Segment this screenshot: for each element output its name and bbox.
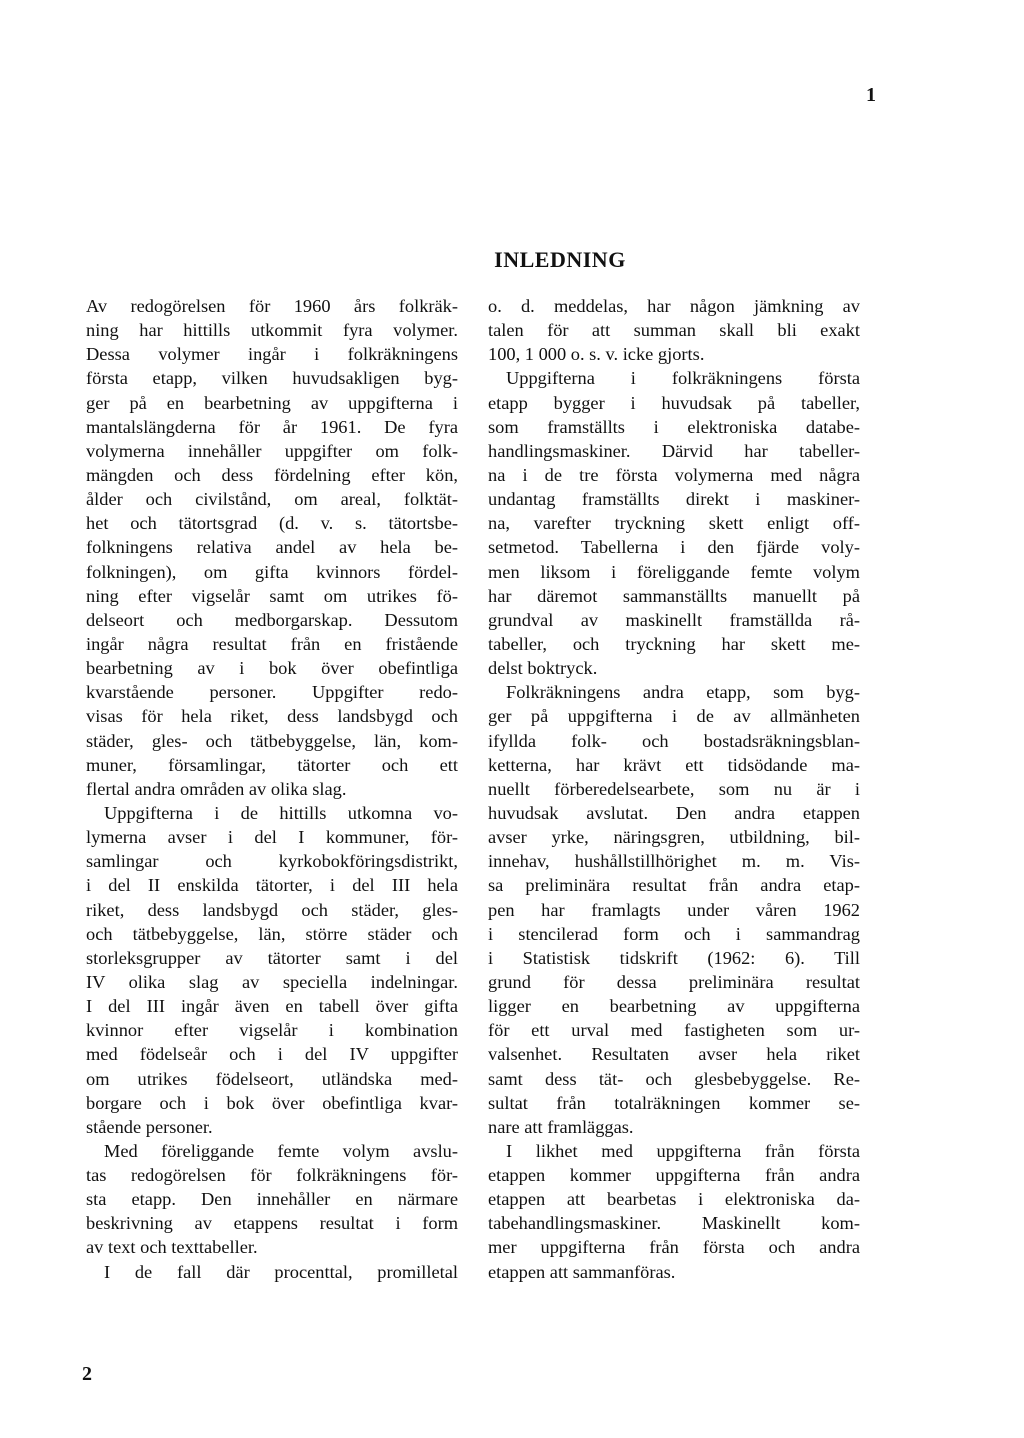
- text-line: etapp bygger i huvudsak på tabeller,: [488, 392, 860, 413]
- text-line: för ett urval med fastigheten som ur-: [488, 1020, 860, 1041]
- footer-page-number: 2: [82, 1363, 92, 1385]
- text-line: bearbetning av i bok över obefintliga: [86, 658, 458, 679]
- text-line: nuellt förberedelsearbete, som nu är i: [488, 778, 860, 799]
- text-line: mantalslängderna för år 1961. De fyra: [86, 416, 458, 437]
- text-line: I del III ingår även en tabell över gifta: [86, 996, 458, 1017]
- text-line: första etapp, vilken huvudsakligen byg-: [86, 368, 458, 389]
- text-line: innehav, hushållstillhörighet m. m. Vis-: [488, 851, 860, 872]
- text-line: handlingsmaskiner. Därvid har tabeller-: [488, 440, 860, 461]
- text-line: i Statistisk tidskrift (1962: 6). Till: [488, 947, 860, 968]
- text-line: etappen att sammanföras.: [488, 1261, 676, 1282]
- text-line: ning har hittills utkommit fyra volymer.: [86, 320, 458, 341]
- text-line: och tätbebyggelse, län, större städer och: [86, 923, 458, 944]
- text-line: grund för dessa preliminära resultat: [488, 971, 860, 992]
- text-line: 100, 1 000 o. s. v. icke gjorts.: [488, 344, 705, 365]
- text-line: städer, gles- och tätbebyggelse, län, kom-: [86, 730, 458, 751]
- text-line: beskrivning av etappens resultat i form: [86, 1213, 458, 1234]
- text-line: sta etapp. Den innehåller en närmare: [86, 1189, 458, 1210]
- text-line: etappen kommer uppgifterna från andra: [488, 1165, 860, 1186]
- text-line: samlingar och kyrkobokföringsdistrikt,: [86, 851, 458, 872]
- text-line: som framställts i elektroniska databe-: [488, 416, 860, 437]
- text-line: i stencilerad form och i sammandrag: [488, 923, 860, 944]
- text-line: ketterna, har krävt ett tidsödande ma-: [488, 754, 860, 775]
- text-line: sa preliminära resultat från andra etap-: [488, 875, 860, 896]
- text-line: Med föreliggande femte volym avslu-: [104, 1140, 458, 1161]
- text-line: folkningen), om gifta kvinnors fördel-: [86, 561, 458, 582]
- text-line: kvarstående personer. Uppgifter redo-: [86, 682, 458, 703]
- text-line: IV olika slag av speciella indelningar.: [86, 971, 458, 992]
- text-line: grundval av maskinellt framställda rå-: [488, 609, 860, 630]
- text-line: ålder och civilstånd, om areal, folktät-: [86, 489, 458, 510]
- text-line: med födelseår och i del IV uppgifter: [86, 1044, 458, 1065]
- text-line: ning efter vigselår samt om utrikes fö-: [86, 585, 458, 606]
- text-line: na i de tre första volymerna med några: [488, 464, 860, 485]
- text-line: av text och texttabeller.: [86, 1237, 258, 1258]
- text-line: etappen att bearbetas i elektroniska da-: [488, 1189, 860, 1210]
- text-line: Av redogörelsen för 1960 års folkräk-: [86, 296, 458, 316]
- text-line: lymerna avser i del I kommuner, för-: [86, 827, 458, 848]
- text-line: i del II enskilda tätorter, i del III hela: [86, 875, 458, 896]
- text-line: tabehandlingsmaskiner. Maskinellt kom-: [488, 1213, 860, 1234]
- text-line: I de fall där procenttal, promilletal: [104, 1261, 458, 1282]
- text-line: muner, församlingar, tätorter och ett: [86, 754, 458, 775]
- text-line: Folkräkningens andra etapp, som byg-: [506, 682, 860, 703]
- left-text-column: [86, 294, 458, 1284]
- text-line: har däremot sammanställts manuellt på: [488, 585, 860, 606]
- text-line: na, varefter tryckning skett enligt off-: [488, 513, 860, 534]
- text-line: I likhet med uppgifterna från första: [506, 1140, 860, 1161]
- text-line: avser yrke, näringsgren, utbildning, bil-: [488, 827, 860, 848]
- text-line: borgare och i bok över obefintliga kvar-: [86, 1092, 458, 1113]
- text-line: valsenhet. Resultaten avser hela riket: [488, 1044, 860, 1065]
- text-line: folkningens relativa andel av hela be-: [86, 537, 458, 558]
- text-line: om utrikes födelseort, utländska med-: [86, 1068, 458, 1089]
- page-number: 1: [866, 84, 876, 106]
- text-line: ger på uppgifterna i de av allmänheten: [488, 706, 860, 727]
- text-line: ger på en bearbetning av uppgifterna i: [86, 392, 458, 413]
- text-line: stående personer.: [86, 1116, 213, 1137]
- text-line: Dessa volymer ingår i folkräkningens: [86, 344, 458, 365]
- text-line: ligger en bearbetning av uppgifterna: [488, 996, 860, 1017]
- text-line: ingår några resultat från en fristående: [86, 633, 458, 654]
- text-line: men liksom i föreliggande femte volym: [488, 561, 860, 582]
- text-line: volymerna innehåller uppgifter om folk-: [86, 440, 458, 461]
- text-line: mer uppgifterna från första och andra: [488, 1237, 860, 1258]
- text-line: delst boktryck.: [488, 658, 598, 679]
- text-line: nare att framläggas.: [488, 1116, 634, 1137]
- text-line: tas redogörelsen för folkräkningens för-: [86, 1165, 458, 1186]
- text-line: Uppgifterna i de hittills utkomna vo-: [104, 802, 458, 823]
- text-line: kvinnor efter vigselår i kombination: [86, 1020, 458, 1041]
- text-line: o. d. meddelas, har någon jämkning av: [488, 296, 860, 316]
- text-line: pen har framlagts under våren 1962: [488, 899, 860, 920]
- text-line: undantag framställts direkt i maskiner-: [488, 489, 860, 510]
- text-line: setmetod. Tabellerna i den fjärde voly-: [488, 537, 860, 558]
- section-title: INLEDNING: [494, 247, 626, 272]
- text-line: storleksgrupper av tätorter samt i del: [86, 947, 458, 968]
- text-line: samt dess tät- och glesbebyggelse. Re-: [488, 1068, 860, 1089]
- text-line: het och tätortsgrad (d. v. s. tätortsbe-: [86, 513, 458, 534]
- text-line: delseort och medborgarskap. Dessutom: [86, 609, 458, 630]
- text-line: visas för hela riket, dess landsbygd och: [86, 706, 458, 727]
- text-line: sultat från totalräkningen kommer se-: [488, 1092, 860, 1113]
- right-text-column: [488, 294, 860, 1284]
- text-line: flertal andra områden av olika slag.: [86, 778, 347, 799]
- text-line: huvudsak avslutat. Den andra etappen: [488, 802, 860, 823]
- text-line: mängden och dess fördelning efter kön,: [86, 464, 458, 485]
- text-line: tabeller, och tryckning har skett me-: [488, 633, 860, 654]
- text-line: Uppgifterna i folkräkningens första: [506, 368, 860, 389]
- text-line: talen för att summan skall bli exakt: [488, 320, 860, 341]
- text-line: ifyllda folk- och bostadsräkningsblan-: [488, 730, 860, 751]
- text-line: riket, dess landsbygd och städer, gles-: [86, 899, 458, 920]
